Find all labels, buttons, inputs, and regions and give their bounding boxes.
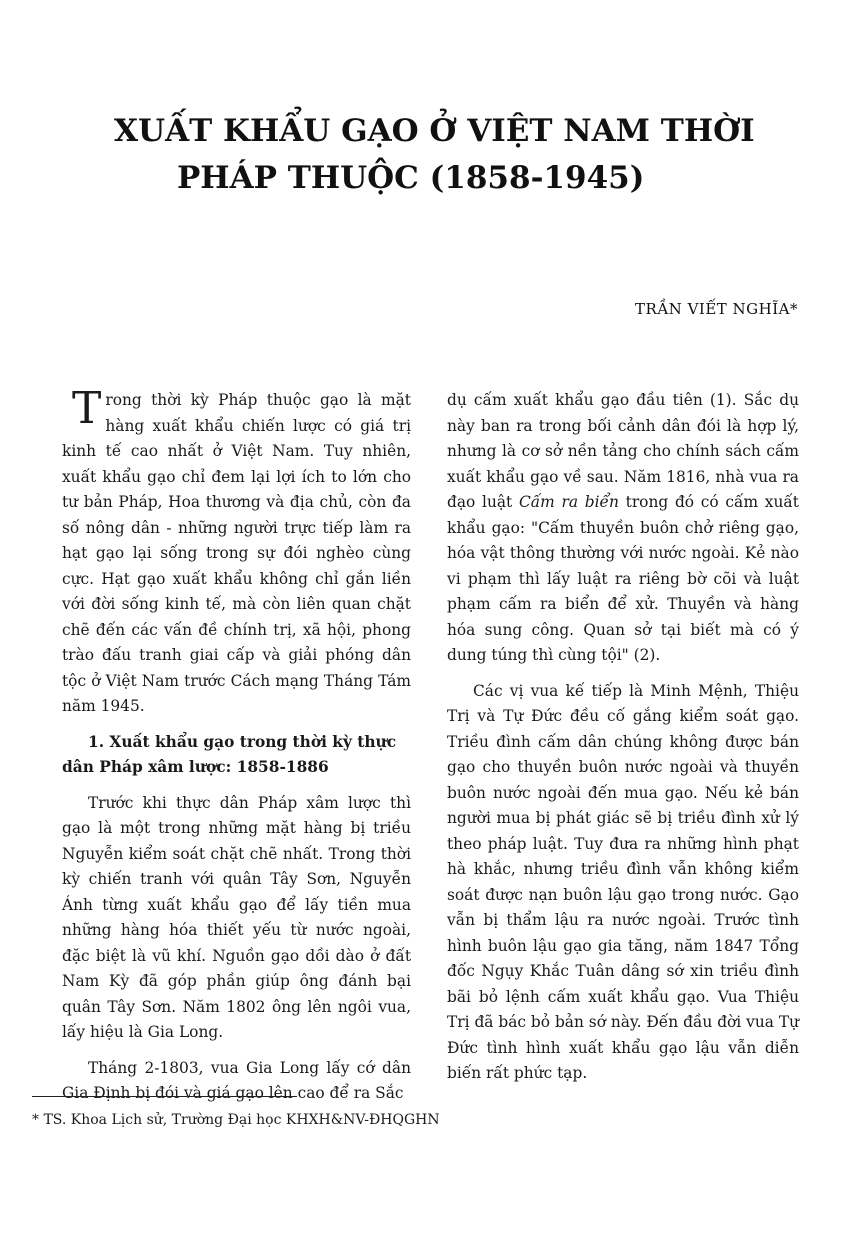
paragraph: Các vị vua kế tiếp là Minh Mệnh, Thiệu Trị và Tự Đức đều cố gắng kiểm soát gạo. Triều đình cấm dân chúng không được bán gạo cho thuyền buôn nước ngoài và thuyền buôn nước ngoài đến mua gạo. Nếu kẻ bán người mua bị phát giác sẽ bị triều đình xử lý theo pháp luật. Tuy đưa ra những hình phạt hà khắc, nhưng triều đình vẫn không kiểm soát được nạn buôn lậu gạo trong nước. Gạo vẫn bị thẩm lậu ra nước ngoài. Trước tình hình buôn lậu gạo gia tăng, năm 1847 Tổng đốc Ngụy Khắc Tuân dâng sớ xin triều đình bãi bỏ lệnh cấm xuất khẩu gạo. Vua Thiệu Trị đã bác bỏ bản sớ này. Đến đầu đời vua Tự Đức tình hình xuất khẩu gạo lậu vẫn diễn biến rất phức tạp. bbox=[447, 681, 799, 1082]
paragraph-text: dụ cấm xuất khẩu gạo đầu tiên (1). Sắc dụ này ban ra trong bối cảnh dân đói là hợp lý, nhưng là cơ sở nền tảng cho chính sách cấm xuất khẩu gạo về sau. Năm 1816, nhà vua ra đạo luật bbox=[447, 391, 799, 511]
paragraph bbox=[447, 388, 799, 669]
footnote-divider bbox=[32, 1096, 297, 1097]
title-line-1: XUẤT KHẨU GẠO Ở VIỆT NAM THỜI bbox=[114, 113, 755, 149]
intro-paragraph bbox=[62, 383, 411, 720]
section-heading: 1. Xuất khẩu gạo trong thời kỳ thực dân Pháp xâm lược: 1858-1886 bbox=[62, 732, 397, 776]
paragraph-text: trong đó có cấm xuất khẩu gạo: "Cấm thuyền buôn chở riêng gạo, hóa vật thông thường với nước ngoài. Kẻ nào vi phạm thì lấy luật ra riêng bờ cõi và luật phạm cấm ra biển để xử. Thuyền và hàng hóa sung công. Quan sở tại biết mà có ý dung túng thì cùng tội" (2). bbox=[447, 493, 799, 664]
footnote: * TS. Khoa Lịch sử, Trường Đại học KHXH&NV-ĐHQGHN bbox=[32, 1112, 440, 1128]
left-column bbox=[62, 383, 411, 1117]
drop-cap: T bbox=[72, 383, 102, 434]
article-title bbox=[90, 108, 770, 202]
title-line-2: PHÁP THUỘC (1858-1945) bbox=[177, 160, 645, 196]
paragraph: Trước khi thực dân Pháp xâm lược thì gạo là một trong những mặt hàng bị triều Nguyễn kiểm soát chặt chẽ nhất. Trong thời kỳ chiến tranh với quân Tây Sơn, Nguyễn Ánh từng xuất khẩu gạo để lấy tiền mua những hàng hóa thiết yếu từ nước ngoài, đặc biệt là vũ khí. Nguồn gạo dồi dào ở đất Nam Kỳ đã góp phần giúp ông đánh bại quân Tây Sơn. Năm 1802 ông lên ngôi vua, lấy hiệu là Gia Long. bbox=[62, 793, 411, 1041]
author-name: TRẦN VIẾT NGHĨA* bbox=[635, 300, 798, 318]
intro-text: rong thời kỳ Pháp thuộc gạo là mặt hàng xuất khẩu chiến lược có giá trị kinh tế cao nhất ở Việt Nam. Tuy nhiên, xuất khẩu gạo chỉ đem lại lợi ích to lớn cho tư bản Pháp, Hoa thương và địa chủ, còn đa số nông dân - những người trực tiếp làm ra hạt gạo lại sống trong sự đói nghèo cùng cực. Hạt gạo xuất khẩu không chỉ gắn liền với đời sống kinh tế, mà còn liên quan chặt chẽ đến các vấn đề chính trị, xã hội, phong trào đấu tranh giai cấp và giải phóng dân tộc ở Việt Nam trước Cách mạng Tháng Tám năm 1945. bbox=[62, 391, 411, 715]
right-column bbox=[447, 388, 799, 1097]
paragraph: Tháng 2-1803, vua Gia Long lấy cớ dân Gia Định bị đói và giá gạo lên cao để ra Sắc bbox=[62, 1058, 411, 1102]
law-title-italic: Cấm ra biển bbox=[518, 493, 619, 511]
